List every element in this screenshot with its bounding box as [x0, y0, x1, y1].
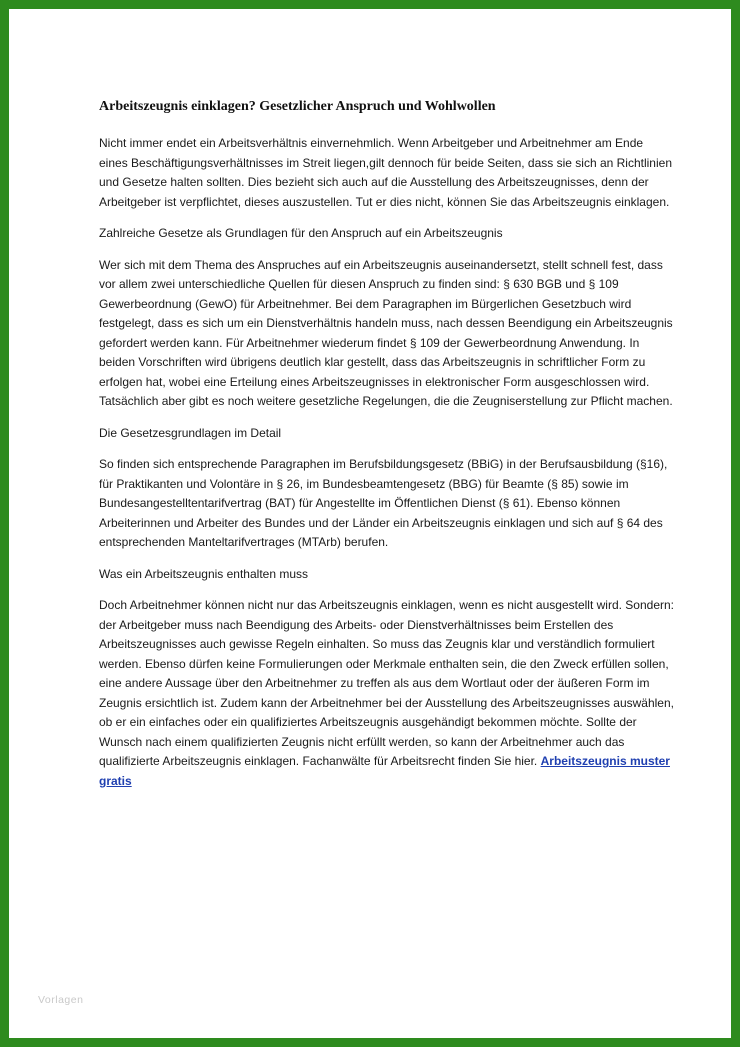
document-title: Arbeitszeugnis einklagen? Gesetzlicher Anspruch und Wohlwollen: [99, 99, 496, 114]
paragraph-intro: Nicht immer endet ein Arbeitsverhältnis einvernehmlich. Wenn Arbeitgeber und Arbeitnehmer am Ende eines Beschäftigungsverhältnisses im Streit liegen,gilt dennoch für beide Seiten, dass sie sich an Richtlinien und Gesetze halten sollten. Dies bezieht sich auch auf die Ausstellung des Arbeitszeugnisses, denn der Arbeitgeber ist verpflichtet, dieses auszustellen. Tut er dies nicht, können Sie das Arbeitszeugnis einklagen.: [99, 136, 672, 209]
muster-gratis-link[interactable]: Arbeitszeugnis muster gratis: [99, 754, 670, 788]
section-heading-contents: Was ein Arbeitszeugnis enthalten muss: [99, 566, 308, 581]
watermark-text: Vorlagen: [38, 994, 84, 1006]
paragraph-contents: [99, 596, 674, 791]
document-body: [99, 98, 674, 803]
paragraph-legal-basis: Wer sich mit dem Thema des Anspruches auf ein Arbeitszeugnis auseinandersetzt, stellt schnell fest, dass vor allem zwei unterschiedliche Quellen für diesen Anspruch zu finden sind: § 630 BGB und § 109 Gewerbeordnung (GewO) für Arbeitnehmer. Bei dem Paragraphen im Bürgerlichen Gesetzbuch wird festgelegt, dass es sich um ein Dienstverhältnis handeln muss, nach dessen Beendigung ein Arbeitszeugnis gefordert werden kann. Für Arbeitnehmer wiederum findet § 109 der Gewerbeordnung Anwendung. In beiden Vorschriften wird übrigens deutlich klar gestellt, dass das Arbeitszeugnis in schriftlicher Form zu erfolgen hat, wobei eine Erteilung eines Arbeitszeugnisses in elektronischer Form ausgeschlossen wird. Tatsächlich aber gibt es noch weitere gesetzliche Regelungen, die die Zeugniserstellung zur Pflicht machen.: [99, 257, 673, 408]
paragraph-contents-text: Doch Arbeitnehmer können nicht nur das Arbeitszeugnis einklagen, wenn es nicht ausgestellt wird. Sondern: der Arbeitgeber muss nach Beendigung des Arbeits- oder Dienstverhältnisses beim Erstellen des Arbeitszeugnisses auch gewisse Regeln einhalten. So muss das Zeugnis klar und verständlich formuliert werden. Ebenso dürfen keine Formulierungen oder Merkmale enthalten sein, die den Zweck erfüllen sollen, eine andere Aussage über den Arbeitnehmer zu treffen als aus dem Wortlaut oder der äußeren Form im Zeugnis ersichtlich ist. Zudem kann der Arbeitnehmer bei der Ausstellung des Arbeitszeugnisses auswählen, ob er ein einfaches oder ein qualifiziertes Arbeitszeugnis ausgehändigt bekommen möchte. Sollte der Wunsch nach einem qualifizierten Zeugnis nicht erfüllt werden, so kann der Arbeitnehmer auch das qualifizierte Arbeitszeugnis einklagen. Fachanwälte für Arbeitsrecht finden Sie hier.: [99, 598, 675, 768]
paragraph-details: So finden sich entsprechende Paragraphen im Berufsbildungsgesetz (BBiG) in der Berufsausbildung (§16), für Praktikanten und Volontäre in § 26, im Bundesbeamtengesetz (BBG) für Beamte (§ 85) sowie im Bundesangestelltentarifvertrag (BAT) für Angestellte im Öffentlichen Dienst (§ 61). Ebenso können Arbeiterinnen und Arbeiter des Bundes und der Länder ein Arbeitszeugnis einklagen und sich auf § 64 des entsprechenden Manteltarifvertrages (MTArb) berufen.: [99, 457, 668, 549]
section-heading-legal-basis: Zahlreiche Gesetze als Grundlagen für den Anspruch auf ein Arbeitszeugnis: [99, 226, 503, 240]
section-heading-details: Die Gesetzesgrundlagen im Detail: [99, 425, 282, 440]
